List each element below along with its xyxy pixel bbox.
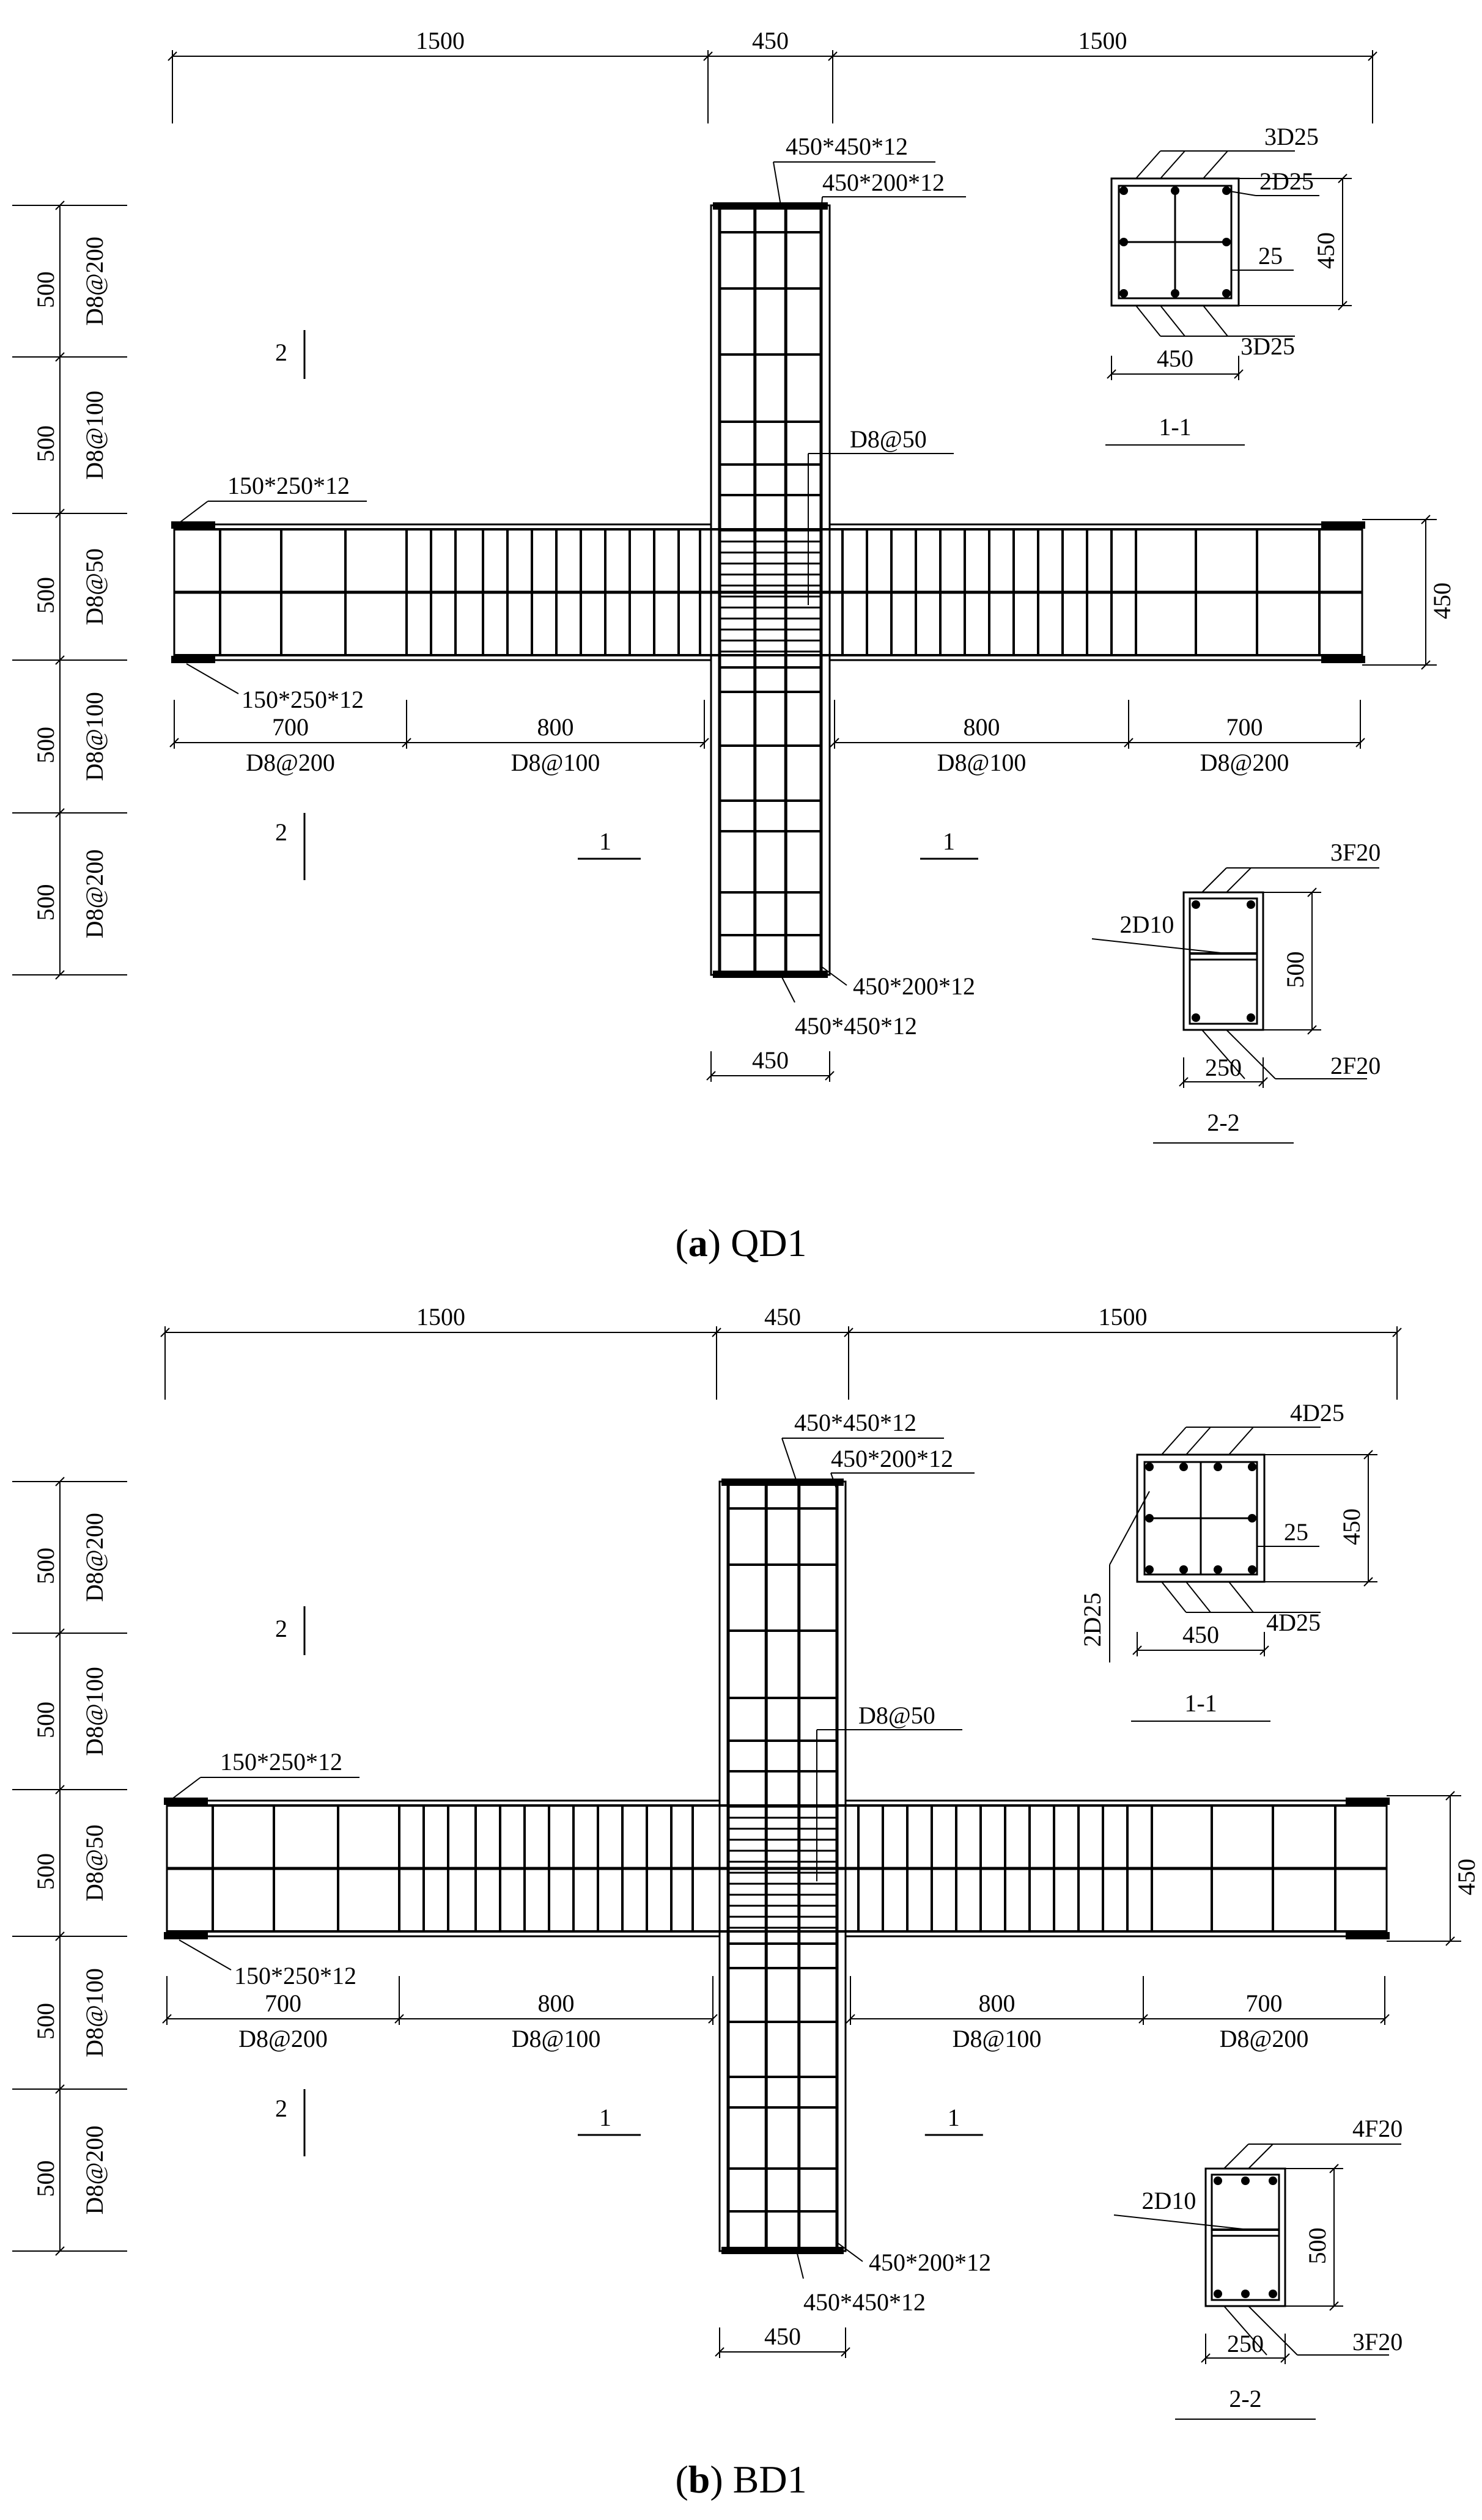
sec11-leader: [1160, 306, 1185, 336]
plate-top-outer-label: 450*450*12: [794, 1409, 916, 1436]
section-2-2-bottom-bar: [1269, 2290, 1277, 2298]
sec11-leader: [1229, 1582, 1253, 1612]
caption-paren: (: [675, 1221, 688, 1265]
figure-caption: [675, 1221, 806, 1265]
column-top-plate: [722, 1479, 843, 1485]
section-2-2-stirrup: [1212, 2175, 1279, 2300]
section-cut-2-label-bottom: 2: [275, 2095, 287, 2122]
sec11-leader: [1203, 151, 1228, 178]
sec11-leader: [1162, 1582, 1186, 1612]
section-2-2-height-label: 500: [1303, 2227, 1331, 2265]
sec22-mid-leader: [1092, 939, 1226, 953]
section-1-1-width-label: 450: [1182, 1621, 1219, 1648]
section-2-2-height-label: 500: [1281, 951, 1309, 988]
section-1-1-width-label: 450: [1157, 345, 1193, 372]
beam-left-bottom-plate: [172, 656, 215, 663]
beam-plate-top-leader: [173, 1777, 201, 1798]
bottom-dim-stirrup-label: D8@100: [937, 749, 1027, 776]
left-dim-len-label: 500: [32, 1702, 59, 1738]
bottom-dim-len-label: 700: [1245, 1989, 1283, 2017]
section-1-1-bottom-bar: [1248, 1565, 1256, 1574]
column-outline: [711, 205, 830, 975]
bottom-dim-len-label: 700: [1226, 713, 1263, 741]
top-dim-right-label: 1500: [1078, 27, 1127, 54]
left-dim-stirrup-label: D8@100: [81, 391, 108, 480]
section-2-2-top-bars-label: 3F20: [1330, 839, 1381, 866]
section-1-1-bottom-bar: [1119, 289, 1128, 298]
leader-top-outer: [773, 162, 781, 205]
section-1-1-mid-bar: [1248, 1514, 1256, 1523]
section-1-1-bottom-bars-label: 3D25: [1241, 332, 1295, 360]
caption-name: ) BD1: [710, 2458, 807, 2501]
caption-letter: b: [688, 2458, 710, 2501]
leader-top-outer: [782, 1438, 797, 1482]
section-2-2-width-label: 250: [1227, 2330, 1264, 2357]
figure-caption: [675, 2458, 806, 2501]
caption-letter: a: [688, 1221, 708, 1265]
bottom-dim-stirrup-label: D8@100: [511, 2025, 601, 2052]
beam-depth-label: 450: [1453, 1859, 1480, 1895]
section-2-2-mid-bars-label: 2D10: [1119, 911, 1174, 938]
core-stirrup-label: D8@50: [858, 1702, 935, 1729]
sec22-mid-leader: [1114, 2215, 1248, 2230]
left-dim-stirrup-label: D8@100: [81, 692, 108, 781]
left-dim-stirrup-label: D8@200: [81, 849, 108, 939]
left-dim-len-label: 500: [32, 1548, 59, 1584]
leader-bottom-outer: [781, 975, 795, 1002]
section-1-1-bottom-bar: [1179, 1565, 1188, 1574]
section-1-1-top-bar: [1119, 186, 1128, 195]
bottom-dim-len-label: 800: [537, 1989, 575, 2017]
section-2-2-bottom-bar: [1247, 1013, 1255, 1022]
section-2-2-top-bar: [1192, 900, 1200, 909]
core-stirrup-label: D8@50: [850, 425, 927, 453]
column-bottom-plate: [722, 2247, 843, 2254]
caption-name: ) QD1: [707, 1221, 807, 1265]
left-dim-stirrup-label: D8@100: [81, 1667, 108, 1756]
sec11-leader: [1186, 1582, 1211, 1612]
column-width-label: 450: [752, 1046, 789, 1074]
sec22-leader: [1202, 868, 1226, 892]
section-1-1-bottom-bar: [1145, 1565, 1154, 1574]
plate-bottom-inner-label: 450*200*12: [853, 972, 975, 1000]
beam-plate-top-leader: [180, 501, 208, 522]
section-1-1-top-bar: [1248, 1463, 1256, 1471]
sec11-leader: [1136, 151, 1160, 178]
left-dim-len-label: 500: [32, 884, 59, 921]
section-2-2-bottom-bar: [1192, 1013, 1200, 1022]
section-cut-1-label-left: 1: [599, 2104, 611, 2131]
top-dim-mid-label: 450: [752, 27, 789, 54]
left-dim-stirrup-label: D8@200: [81, 2125, 108, 2215]
bottom-dim-stirrup-label: D8@200: [1219, 2025, 1309, 2052]
bottom-dim-len-label: 800: [978, 1989, 1016, 2017]
section-1-1-bottom-bar: [1214, 1565, 1222, 1574]
beam-plate-top-label: 150*250*12: [227, 472, 350, 499]
section-1-1-bottom-bar: [1222, 289, 1231, 298]
section-1-1-title: 1-1: [1159, 413, 1192, 441]
left-dim-len-label: 500: [32, 2003, 59, 2040]
top-dim-left-label: 1500: [416, 27, 465, 54]
section-1-1-bottom-bar: [1171, 289, 1179, 298]
column-bottom-plate: [713, 971, 827, 977]
left-dim-len-label: 500: [32, 425, 59, 462]
sec11-leader: [1229, 1427, 1253, 1455]
left-dim-len-label: 500: [32, 727, 59, 763]
left-dim-len-label: 500: [32, 577, 59, 614]
sec22-leader: [1248, 2144, 1273, 2169]
beam-left-top-plate: [172, 522, 215, 528]
section-2-2-top-bar: [1241, 2177, 1250, 2185]
section-cut-2-label-top: 2: [275, 1615, 287, 1642]
beam-right-bottom-plate: [1346, 1933, 1389, 1939]
plate-bottom-outer-label: 450*450*12: [795, 1012, 917, 1040]
sec22-leader: [1224, 2144, 1248, 2169]
section-1-1-title: 1-1: [1184, 1689, 1217, 1717]
section-1-1-top-bar: [1171, 186, 1179, 195]
top-dim-right-label: 1500: [1098, 1303, 1148, 1331]
section-1-1-mid-bars-label: 2D25: [1078, 1592, 1106, 1647]
left-dim-len-label: 500: [32, 1853, 59, 1890]
section-1-1-mid-bar: [1119, 238, 1128, 246]
figure-b-bd1: [12, 1303, 1480, 2501]
section-1-1-top-bar: [1214, 1463, 1222, 1471]
section-2-2-title: 2-2: [1207, 1109, 1240, 1136]
beam-plate-top-label: 150*250*12: [220, 1748, 342, 1776]
section-2-2-outline: [1206, 2169, 1285, 2306]
section-1-1-height-label: 450: [1338, 1508, 1365, 1545]
caption-paren: (: [675, 2458, 688, 2501]
section-1-1-top-bars-label: 4D25: [1290, 1399, 1344, 1427]
column-outline: [720, 1482, 846, 2251]
beam-right-bottom-plate: [1322, 656, 1365, 663]
section-1-1-top-bars-label: 3D25: [1264, 123, 1319, 150]
plate-bottom-inner-label: 450*200*12: [869, 2249, 991, 2276]
beam-left-top-plate: [164, 1798, 207, 1804]
beam-plate-bottom-label: 150*250*12: [234, 1962, 356, 1989]
column-width-label: 450: [764, 2323, 801, 2350]
sec11-leader: [1162, 1427, 1186, 1455]
left-dim-stirrup-label: D8@200: [81, 237, 108, 326]
section-1-1-mid-bar: [1222, 238, 1231, 246]
bottom-dim-stirrup-label: D8@200: [246, 749, 335, 776]
section-2-2-outline: [1184, 892, 1263, 1030]
section-2-2-bottom-bars-label: 2F20: [1330, 1052, 1381, 1079]
plate-top-inner-label: 450*200*12: [831, 1445, 953, 1472]
section-2-2-top-bar: [1214, 2177, 1222, 2185]
section-cut-2-label-top: 2: [275, 339, 287, 366]
section-2-2-bottom-bar: [1214, 2290, 1222, 2298]
section-2-2-title: 2-2: [1229, 2385, 1262, 2412]
section-cut-1-label-left: 1: [599, 828, 611, 855]
section-2-2-bottom-bar: [1241, 2290, 1250, 2298]
section-cut-1-label-right: 1: [947, 2104, 960, 2131]
sec11-leader: [1186, 1427, 1211, 1455]
top-dim-mid-label: 450: [764, 1303, 801, 1331]
left-dim-stirrup-label: D8@200: [81, 1513, 108, 1602]
left-dim-len-label: 500: [32, 271, 59, 308]
section-1-1-bottom-bars-label: 4D25: [1266, 1609, 1321, 1636]
leader-bottom-outer: [797, 2251, 803, 2279]
plate-bottom-outer-label: 450*450*12: [803, 2288, 926, 2316]
left-dim-stirrup-label: D8@50: [81, 1824, 108, 1901]
bottom-dim-stirrup-label: D8@200: [238, 2025, 328, 2052]
bottom-dim-len-label: 800: [537, 713, 574, 741]
sec11-leader: [1160, 151, 1185, 178]
section-1-1-mid-bar: [1145, 1514, 1154, 1523]
section-2-2-top-bar: [1269, 2177, 1277, 2185]
beam-right-top-plate: [1322, 522, 1365, 528]
section-1-1-mid-bars-label: 2D25: [1259, 167, 1314, 195]
beam-plate-bottom-leader: [186, 664, 238, 694]
beam-plate-bottom-label: 150*250*12: [241, 686, 364, 713]
section-1-1-cover-label: 25: [1258, 242, 1283, 270]
bottom-dim-stirrup-label: D8@100: [952, 2025, 1042, 2052]
sec11-leader: [1136, 306, 1160, 336]
plate-top-inner-label: 450*200*12: [822, 169, 945, 196]
left-dim-len-label: 500: [32, 2160, 59, 2197]
section-2-2-stirrup: [1190, 898, 1257, 1024]
bottom-dim-len-label: 800: [963, 713, 1000, 741]
figure-a-qd1: [12, 27, 1456, 1265]
bottom-dim-len-label: 700: [265, 1989, 301, 2017]
left-dim-stirrup-label: D8@100: [81, 1968, 108, 2057]
beam-depth-label: 450: [1428, 582, 1456, 619]
beam-plate-bottom-leader: [179, 1940, 231, 1970]
left-dim-stirrup-label: D8@50: [81, 548, 108, 625]
beam-left-bottom-plate: [164, 1933, 207, 1939]
section-cut-1-label-right: 1: [943, 828, 955, 855]
section-2-2-width-label: 250: [1205, 1054, 1242, 1081]
bottom-dim-stirrup-label: D8@100: [511, 749, 600, 776]
section-1-1-top-bar: [1179, 1463, 1188, 1471]
section-1-1-top-bar: [1145, 1463, 1154, 1471]
section-2-2-bottom-bars-label: 3F20: [1352, 2328, 1403, 2356]
section-2-2-top-bars-label: 4F20: [1352, 2115, 1403, 2142]
sec22-leader: [1226, 868, 1251, 892]
plate-top-outer-label: 450*450*12: [786, 133, 908, 160]
section-2-2-mid-bars-label: 2D10: [1141, 2187, 1196, 2214]
sec11-leader: [1203, 306, 1228, 336]
section-1-1-cover-label: 25: [1284, 1518, 1308, 1546]
sec11-mid-leader: [1110, 1491, 1149, 1565]
section-cut-2-label-bottom: 2: [275, 818, 287, 846]
top-dim-left-label: 1500: [416, 1303, 465, 1331]
column-top-plate: [713, 203, 827, 209]
beam-right-top-plate: [1346, 1798, 1389, 1804]
bottom-dim-len-label: 700: [272, 713, 309, 741]
bottom-dim-stirrup-label: D8@200: [1200, 749, 1289, 776]
section-2-2-top-bar: [1247, 900, 1255, 909]
section-1-1-height-label: 450: [1312, 232, 1340, 269]
